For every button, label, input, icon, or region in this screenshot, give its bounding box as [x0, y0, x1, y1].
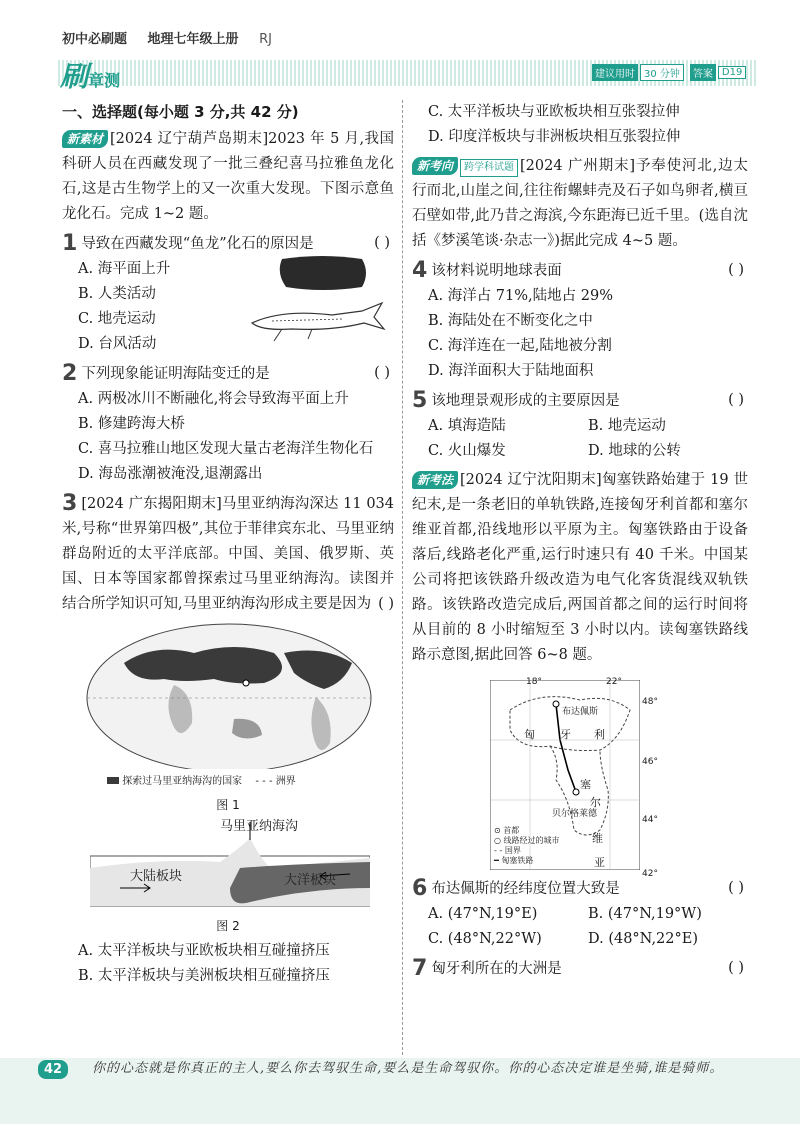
option[interactable]: A. 海平面上升: [78, 261, 171, 277]
answer-blank[interactable]: ( ): [728, 880, 744, 896]
answer-blank[interactable]: ( ): [374, 235, 390, 251]
ichthyosaur-fossil-image: [242, 253, 392, 349]
trench-label: 马里亚纳海沟: [220, 819, 299, 834]
world-map-figure: 探索过马里亚纳海沟的国家 - - - 洲界: [84, 623, 374, 793]
question-2: 2 下列现象能证明海陆变迁的是 ( ) A. 两极冰川不断融化,将会导致海平面上升 B. 修建跨海大桥 C. 喜马拉雅山地区发现大量古老海洋生物化石 D. 海岛涨潮被淹没,退潮露出: [62, 361, 394, 487]
left-column: [62, 100, 394, 989]
map-legend-explored: 探索过马里亚纳海沟的国家: [122, 776, 243, 787]
option[interactable]: D. 地球的公转: [588, 443, 681, 459]
intro-material-3: 新考法 [2024 辽宁沈阳期末]匈塞铁路始建于 19 世纪末,是一条老旧的单轨铁路,连接匈牙利首都和塞尔维亚首都,沿线地形以平原为主。匈塞铁路由于设备落后,线路老化严重,运行时速只有 40 千米。中国某公司将把该铁路升级改造为电气化客货混线双轨铁路。该铁路改造完成后,两国首都之间的运行时间将从目前的 8 小时缩短至 3 小时以内。读匈塞铁路线路示意图,据此回答 6~8 题。: [412, 472, 748, 663]
figure-2-caption: 图 2: [216, 919, 240, 933]
option[interactable]: B. 海陆处在不断变化之中: [428, 313, 593, 329]
option[interactable]: D. 印度洋板块与非洲板块相互张裂拉伸: [428, 129, 681, 145]
intro-material-2: 新考向 跨学科试题 [2024 广州期末]予奉使河北,边太行而北,山崖之间,往往衔螺蚌壳及石子如鸟卵者,横亘石壁如带,此乃昔之海滨,今东距海已近千里。(选自沈括《梦溪笔谈·杂志一》)据此完成 4~5 题。: [412, 158, 749, 249]
column-divider: [402, 100, 403, 1055]
map-legend-boundary: 洲界: [275, 776, 296, 787]
budapest-label: 布达佩斯: [562, 707, 599, 717]
railway-map: 18° 22° 48° 46° 44° 42° 布达佩斯 贝尔格莱德 匈 牙 利 塞 尔 维 亚 ⊙ 首都 ○ 线路经过的城市 - - 国界 ━ 匈塞铁路: [490, 676, 660, 872]
answer-blank[interactable]: ( ): [728, 392, 744, 408]
option[interactable]: B. 人类活动: [78, 286, 156, 302]
answer-blank[interactable]: ( ): [378, 596, 394, 612]
option[interactable]: A. 两极冰川不断融化,将会导致海平面上升: [78, 391, 349, 407]
answer-blank[interactable]: ( ): [728, 262, 744, 278]
question-4: 4 该材料说明地球表面 ( ) A. 海洋占 71%,陆地占 29% B. 海陆处在不断变化之中 C. 海洋连在一起,陆地被分割 D. 海洋面积大于陆地面积: [412, 258, 748, 384]
question-7: 7 匈牙利所在的大洲是 ( ): [412, 956, 744, 981]
new-method-badge: 新考法: [412, 471, 458, 489]
option[interactable]: D. (48°N,22°E): [588, 931, 698, 947]
question-5: 5 该地理景观形成的主要原因是 ( ) A. 填海造陆 B. 地壳运动 C. 火山爆发 D. 地球的公转: [412, 388, 748, 464]
time-info: 建议用时 30 分钟 答案 D19: [592, 64, 746, 81]
answer-blank[interactable]: ( ): [728, 960, 744, 976]
option[interactable]: A. (47°N,19°E): [428, 906, 538, 922]
book-title: 地理七年级上册: [147, 32, 239, 47]
plate-diagram: [90, 818, 370, 914]
option[interactable]: A. 海洋占 71%,陆地占 29%: [428, 288, 613, 304]
option[interactable]: C. 太平洋板块与亚欧板块相互张裂拉伸: [428, 104, 680, 120]
edition: RJ: [259, 32, 272, 47]
continental-plate-label: 大陆板块: [130, 869, 183, 884]
answer-blank[interactable]: ( ): [374, 365, 390, 381]
running-header: [62, 28, 288, 47]
intro-material-1: 新素材 [2024 辽宁葫芦岛期末]2023 年 5 月,我国科研人员在西藏发现了一批三叠纪喜马拉雅鱼龙化石,这是古生物学上的又一次重大发现。下图示意鱼龙化石。完成 1~2 题。: [62, 131, 394, 222]
question-6: 6 布达佩斯的经纬度位置大致是 ( ) A. (47°N,19°E) B. (47°N,19°W) C. (48°N,22°W) D. (48°N,22°E): [412, 876, 748, 952]
series-name: 初中必刷题: [62, 32, 128, 47]
section-title: 一、选择题(每小题 3 分,共 42 分): [62, 103, 299, 121]
option[interactable]: C. (48°N,22°W): [428, 931, 542, 947]
belgrade-label: 贝尔格莱德: [552, 809, 598, 819]
option[interactable]: B. 修建跨海大桥: [78, 416, 185, 432]
new-direction-badge: 新考向: [412, 157, 458, 175]
option[interactable]: D. 台风活动: [78, 336, 157, 352]
oceanic-plate-label: 大洋板块: [284, 873, 337, 888]
option[interactable]: C. 喜马拉雅山地区发现大量古老海洋生物化石: [78, 441, 374, 457]
option[interactable]: D. 海洋面积大于陆地面积: [428, 363, 594, 379]
railway-map-legend: ⊙ 首都 ○ 线路经过的城市 - - 国界 ━ 匈塞铁路: [494, 826, 560, 865]
option[interactable]: B. 太平洋板块与美洲板块相互碰撞挤压: [78, 968, 330, 984]
page-number: 42: [38, 1060, 68, 1079]
chapter-test-logo: 刷章测: [60, 60, 121, 93]
option[interactable]: C. 海洋连在一起,陆地被分割: [428, 338, 612, 354]
figure-1-caption: 图 1: [216, 798, 240, 812]
option[interactable]: C. 地壳运动: [78, 311, 156, 327]
option[interactable]: D. 海岛涨潮被淹没,退潮露出: [78, 466, 263, 482]
option[interactable]: B. 地壳运动: [588, 418, 666, 434]
footer-motto: 你的心态就是你真正的主人,要么你去驾驭生命,要么是生命驾驭你。你的心态决定谁是坐骑,谁是骑师。: [92, 1061, 724, 1076]
option[interactable]: B. (47°N,19°W): [588, 906, 702, 922]
option[interactable]: A. 太平洋板块与亚欧板块相互碰撞挤压: [78, 943, 330, 959]
option[interactable]: C. 火山爆发: [428, 443, 506, 459]
right-column: [412, 100, 748, 982]
question-1: 1 导致在西藏发现“鱼龙”化石的原因是 ( ) A. 海平面上升 B. 人类活动 C. 地壳运动 D. 台风活动: [62, 231, 394, 357]
option[interactable]: A. 填海造陆: [428, 418, 506, 434]
question-3: 3 [2024 广东揭阳期末]马里亚纳海沟深达 11 034 米,号称“世界第四极”,其位于菲律宾东北、马里亚纳群岛附近的太平洋底部。中国、美国、俄罗斯、英国、日本等国家都曾探索过马里亚纳海沟。读图并结合所学知识可知,马里亚纳海沟形成主要是因为 ( ): [62, 491, 394, 617]
new-material-badge: 新素材: [62, 130, 108, 148]
